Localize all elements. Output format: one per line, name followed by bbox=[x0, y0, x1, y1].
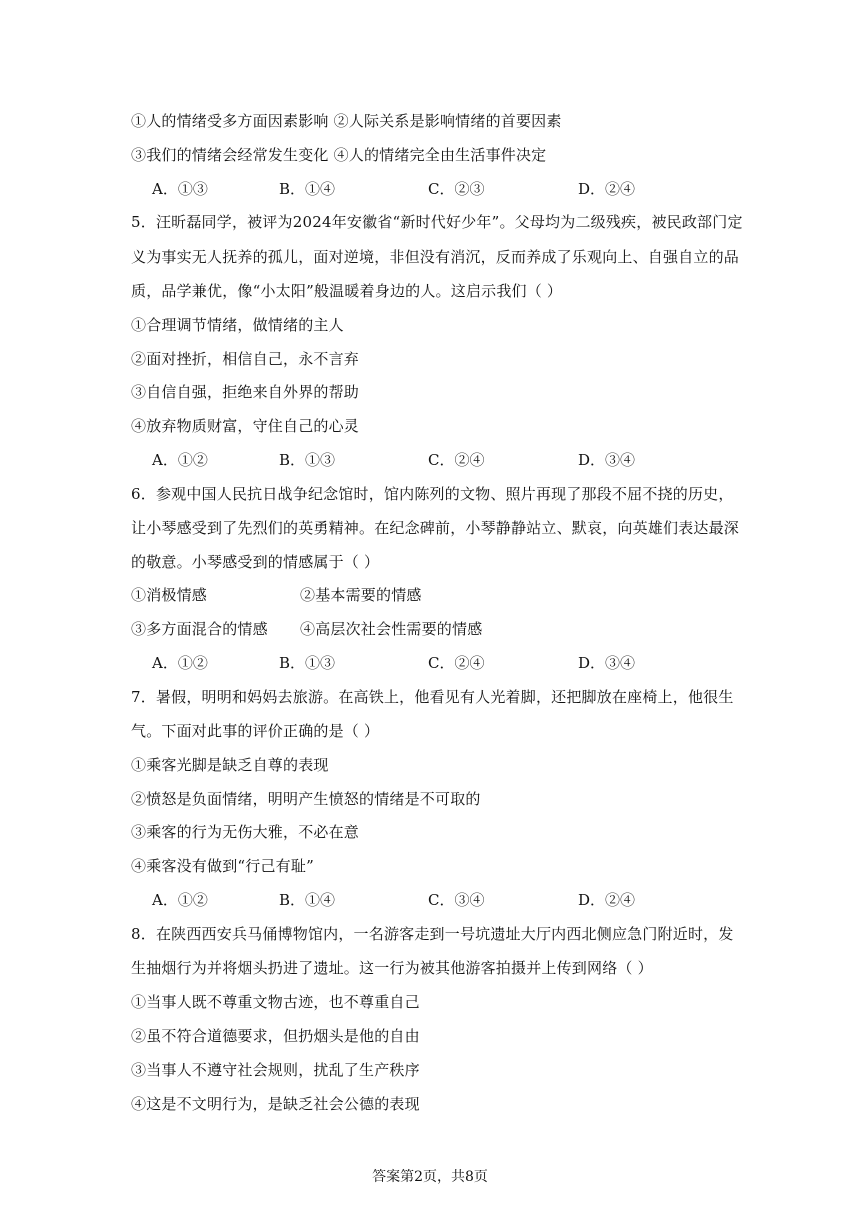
option-d: D．②④ bbox=[578, 180, 636, 198]
option-b: B．①③ bbox=[279, 451, 336, 469]
option-b: B．①④ bbox=[279, 891, 336, 909]
option-c: C．②④ bbox=[428, 451, 485, 469]
option-a: A．①② bbox=[152, 451, 208, 469]
q4-statements-line-2: ③我们的情绪会经常发生变化 ④人的情绪完全由生活事件决定 bbox=[131, 146, 547, 164]
q8-statement-3: ③当事人不遵守社会规则，扰乱了生产秩序 bbox=[131, 1061, 420, 1079]
q6-stem-line-1: 6．参观中国人民抗日战争纪念馆时，馆内陈列的文物、照片再现了那段不屈不挠的历史， bbox=[131, 485, 734, 503]
q5-stem-line-3: 质，品学兼优，像“小太阳”般温暖着身边的人。这启示我们（ ） bbox=[131, 282, 563, 300]
q5-statement-3: ③自信自强，拒绝来自外界的帮助 bbox=[131, 383, 360, 401]
q8-statement-1: ①当事人既不尊重文物古迹，也不尊重自己 bbox=[131, 993, 420, 1011]
option-b: B．①④ bbox=[279, 180, 336, 198]
option-a: A．①③ bbox=[152, 180, 208, 198]
q5-statement-2: ②面对挫折，相信自己，永不言弃 bbox=[131, 350, 360, 368]
q7-statement-2: ②愤怒是负面情绪，明明产生愤怒的情绪是不可取的 bbox=[131, 790, 481, 808]
q5-statement-1: ①合理调节情绪，做情绪的主人 bbox=[131, 316, 344, 334]
page-footer: 答案第2页，共8页 bbox=[372, 1169, 488, 1185]
q7-statement-4: ④乘客没有做到“行己有耻” bbox=[131, 857, 314, 875]
option-c: C．②③ bbox=[428, 180, 485, 198]
q6-stem-line-2: 让小琴感受到了先烈们的英勇精神。在纪念碑前，小琴静静站立、默哀，向英雄们表达最深 bbox=[131, 519, 740, 537]
q5-statement-4: ④放弃物质财富，守住自己的心灵 bbox=[131, 417, 360, 435]
q6-statement-2: ②基本需要的情感 bbox=[300, 586, 422, 604]
option-b: B．①③ bbox=[279, 654, 336, 672]
q7-stem-line-2: 气。下面对此事的评价正确的是（ ） bbox=[131, 722, 380, 740]
q6-stem-line-3: 的敬意。小琴感受到的情感属于（ ） bbox=[131, 553, 380, 571]
option-a: A．①② bbox=[152, 891, 208, 909]
q8-stem-line-2: 生抽烟行为并将烟头扔进了遗址。这一行为被其他游客拍摄并上传到网络（ ） bbox=[131, 959, 653, 977]
q6-statement-3: ③多方面混合的情感 bbox=[131, 620, 268, 638]
option-c: C．③④ bbox=[428, 891, 485, 909]
option-d: D．②④ bbox=[578, 891, 636, 909]
q8-statement-4: ④这是不文明行为，是缺乏社会公德的表现 bbox=[131, 1095, 420, 1113]
q7-statement-3: ③乘客的行为无伤大雅，不必在意 bbox=[131, 823, 360, 841]
option-d: D．③④ bbox=[578, 451, 636, 469]
q8-statement-2: ②虽不符合道德要求，但扔烟头是他的自由 bbox=[131, 1027, 420, 1045]
option-c: C．②④ bbox=[428, 654, 485, 672]
q8-stem-line-1: 8．在陕西西安兵马俑博物馆内，一名游客走到一号坑遗址大厅内西北侧应急门附近时，发 bbox=[131, 925, 734, 943]
q7-stem-line-1: 7．暑假，明明和妈妈去旅游。在高铁上，他看见有人光着脚，还把脚放在座椅上，他很生 bbox=[131, 688, 734, 706]
q6-statement-1: ①消极情感 bbox=[131, 586, 208, 604]
q6-statement-4: ④高层次社会性需要的情感 bbox=[300, 620, 483, 638]
q5-stem-line-2: 义为事实无人抚养的孤儿，面对逆境，非但没有消沉，反而养成了乐观向上、自强自立的品 bbox=[131, 248, 740, 266]
q4-statements-line-1: ①人的情绪受多方面因素影响 ②人际关系是影响情绪的首要因素 bbox=[131, 112, 562, 130]
option-d: D．③④ bbox=[578, 654, 636, 672]
option-a: A．①② bbox=[152, 654, 208, 672]
q7-statement-1: ①乘客光脚是缺乏自尊的表现 bbox=[131, 756, 329, 774]
q5-stem-line-1: 5．汪昕磊同学，被评为2024年安徽省“新时代好少年”。父母均为二级残疾，被民政部门定 bbox=[131, 213, 743, 231]
